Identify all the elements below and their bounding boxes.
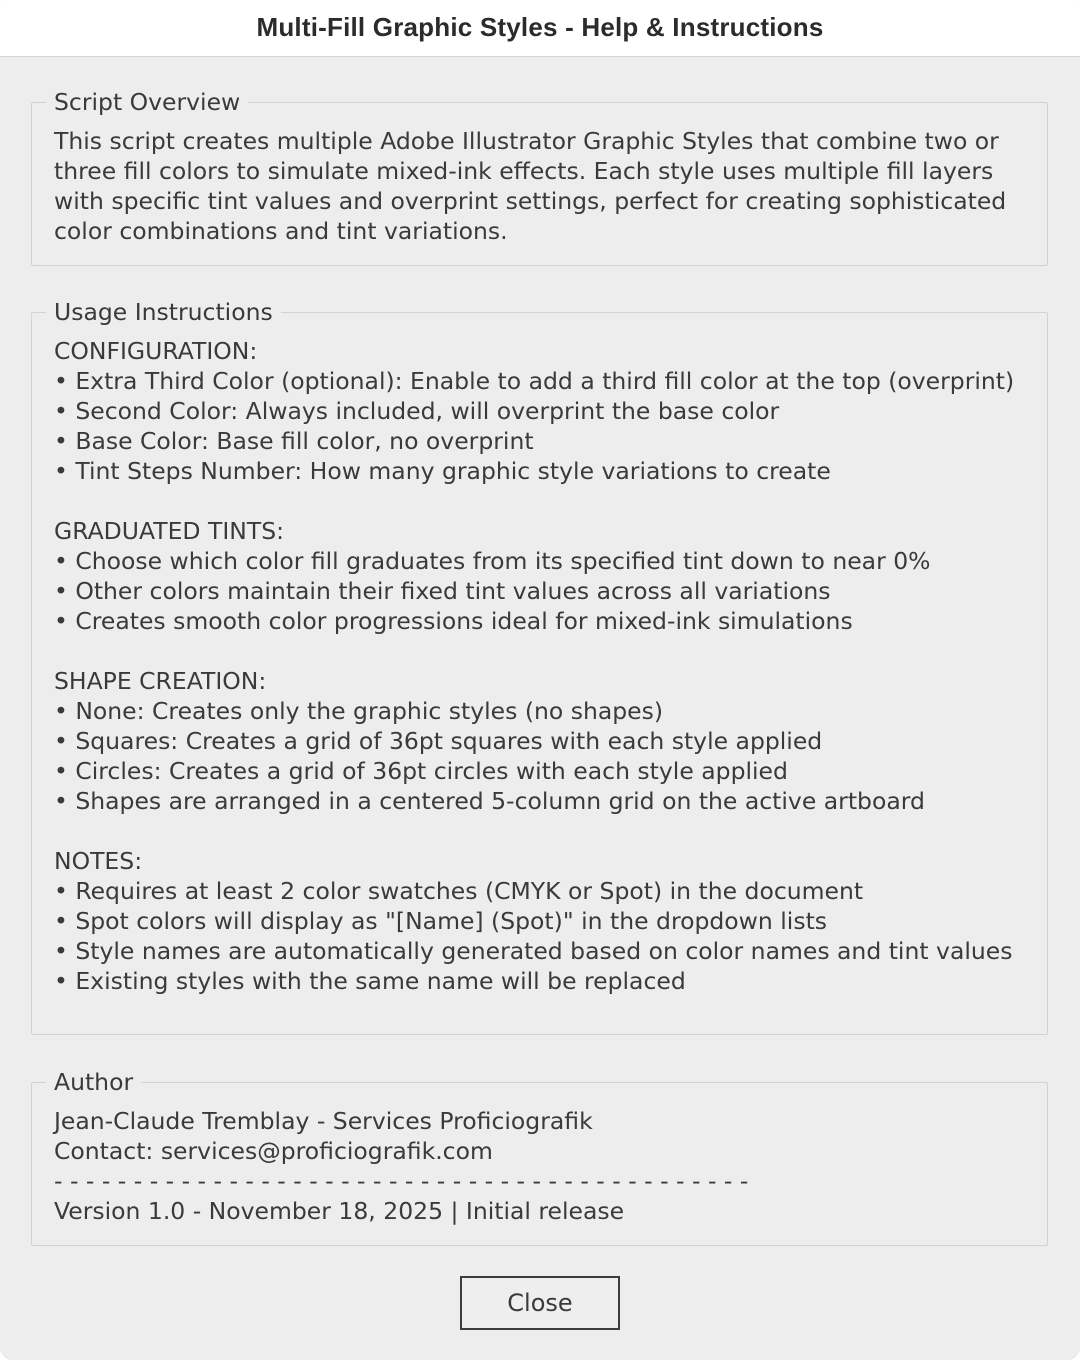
shape-creation-item: • Circles: Creates a grid of 36pt circles with each style applied bbox=[54, 757, 788, 785]
notes-item: • Spot colors will display as "[Name] (Spot)" in the dropdown lists bbox=[54, 907, 828, 935]
shape-creation-item: • None: Creates only the graphic styles (no shapes) bbox=[54, 697, 664, 725]
script-overview-legend: Script Overview bbox=[46, 87, 248, 117]
configuration-item: • Second Color: Always included, will overprint the base color bbox=[54, 397, 780, 425]
overview-line: three fill colors to simulate mixed-ink effects. Each style uses multiple fill layers bbox=[54, 157, 994, 185]
configuration-heading: CONFIGURATION: bbox=[54, 337, 258, 365]
configuration-item: • Base Color: Base fill color, no overprint bbox=[54, 427, 534, 455]
section-spacer bbox=[54, 816, 1037, 846]
author-legend: Author bbox=[46, 1067, 141, 1097]
author-text bbox=[54, 1106, 1037, 1226]
usage-instructions-text bbox=[54, 336, 1037, 996]
version-info: Version 1.0 - November 18, 2025 | Initial release bbox=[54, 1197, 625, 1225]
shape-creation-item: • Squares: Creates a grid of 36pt squares with each style applied bbox=[54, 727, 823, 755]
author-separator: - - - - - - - - - - - - - - - - - - - - - - - - - - - - - - - - - - - - - - - - - - - - bbox=[54, 1167, 749, 1195]
configuration-item: • Extra Third Color (optional): Enable to add a third fill color at the top (overprint) bbox=[54, 367, 1015, 395]
notes-item: • Existing styles with the same name will be replaced bbox=[54, 967, 686, 995]
shape-creation-heading: SHAPE CREATION: bbox=[54, 667, 267, 695]
author-panel bbox=[31, 1068, 1048, 1246]
usage-instructions-panel bbox=[31, 298, 1048, 1035]
author-contact: Contact: services@proficiografik.com bbox=[54, 1137, 493, 1165]
author-name: Jean-Claude Tremblay - Services Proficiografik bbox=[54, 1107, 593, 1135]
overview-line: with specific tint values and overprint settings, perfect for creating sophisticated bbox=[54, 187, 1007, 215]
section-spacer bbox=[54, 486, 1037, 516]
section-spacer bbox=[54, 636, 1037, 666]
graduated-tints-item: • Other colors maintain their fixed tint values across all variations bbox=[54, 577, 831, 605]
graduated-tints-heading: GRADUATED TINTS: bbox=[54, 517, 285, 545]
script-overview-panel bbox=[31, 88, 1048, 266]
configuration-item: • Tint Steps Number: How many graphic style variations to create bbox=[54, 457, 831, 485]
close-button[interactable]: Close bbox=[460, 1276, 620, 1330]
script-overview-text bbox=[54, 126, 1037, 246]
graduated-tints-item: • Creates smooth color progressions ideal for mixed-ink simulations bbox=[54, 607, 853, 635]
overview-line: color combinations and tint variations. bbox=[54, 217, 508, 245]
notes-heading: NOTES: bbox=[54, 847, 143, 875]
usage-instructions-legend: Usage Instructions bbox=[46, 297, 281, 327]
dialog-title: Multi-Fill Graphic Styles - Help & Instructions bbox=[256, 12, 824, 42]
title-bar bbox=[0, 0, 1080, 57]
overview-line: This script creates multiple Adobe Illustrator Graphic Styles that combine two or bbox=[54, 127, 999, 155]
graduated-tints-item: • Choose which color fill graduates from its specified tint down to near 0% bbox=[54, 547, 931, 575]
shape-creation-item: • Shapes are arranged in a centered 5-column grid on the active artboard bbox=[54, 787, 925, 815]
notes-item: • Requires at least 2 color swatches (CMYK or Spot) in the document bbox=[54, 877, 864, 905]
notes-item: • Style names are automatically generated based on color names and tint values bbox=[54, 937, 1013, 965]
